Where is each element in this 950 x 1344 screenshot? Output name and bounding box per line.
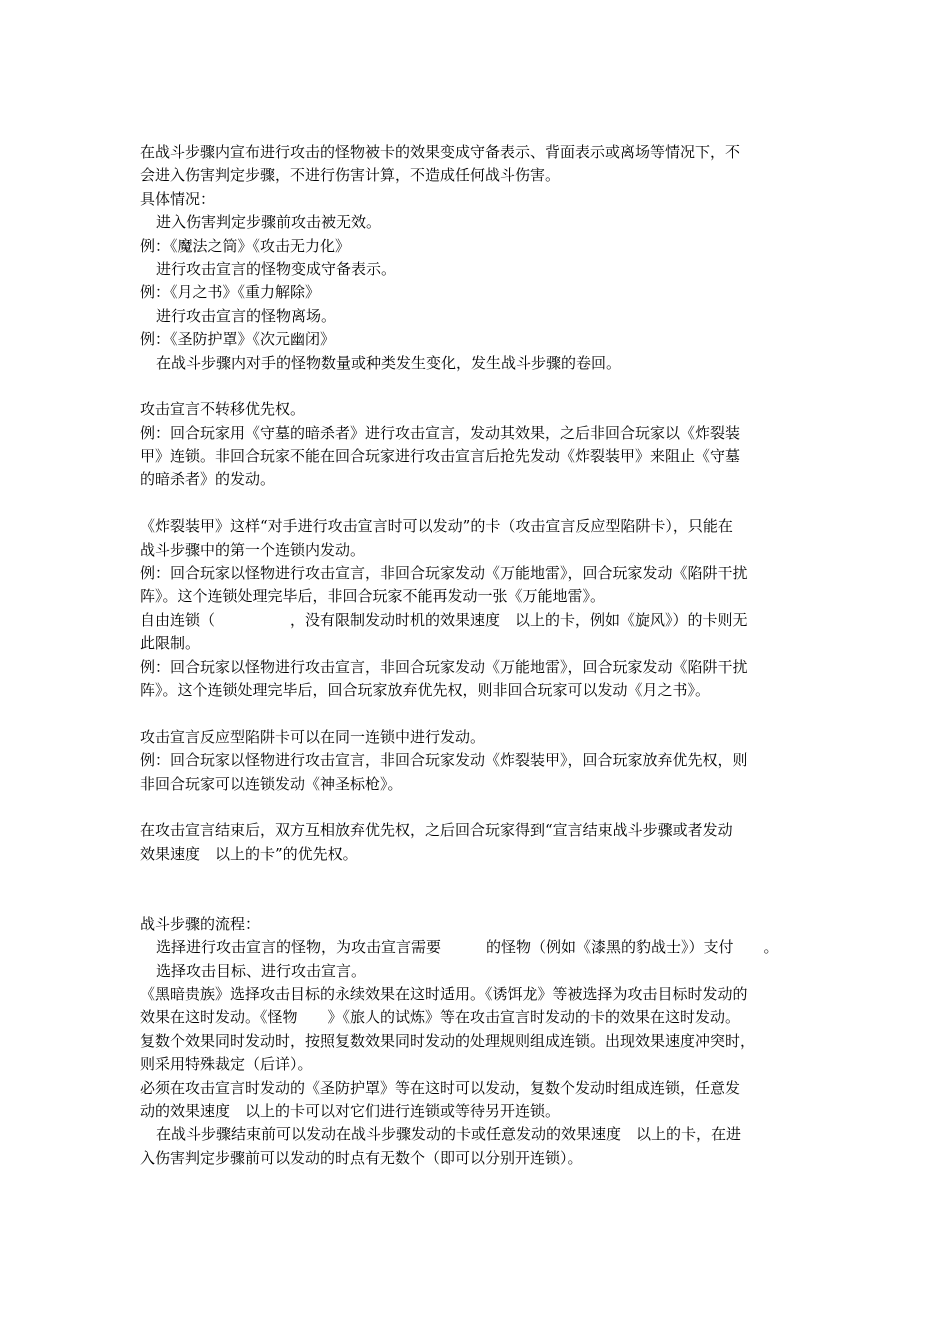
text-line: 例：回合玩家以怪物进行攻击宣言，非回合玩家发动《万能地雷》，回合玩家发动《陷阱干扰 [140, 657, 748, 676]
text-line: 阵》。这个连锁处理完毕后，非回合玩家不能再发动一张《万能地雷》。 [140, 587, 606, 606]
text-line: 效果速度 以上的卡”的优先权。 [140, 844, 358, 863]
text-line: 《炸裂装甲》这样“对手进行攻击宣言时可以发动”的卡（攻击宣言反应型陷阱卡），只能在 [140, 517, 733, 536]
text-line: 选择攻击目标、进行攻击宣言。 [156, 961, 367, 980]
text-line: 会进入伤害判定步骤，不进行伤害计算，不造成任何战斗伤害。 [140, 166, 561, 185]
text-line: 进入伤害判定步骤前攻击被无效。 [156, 213, 382, 232]
paragraph-gap [140, 492, 812, 515]
text-line: 例：《圣防护罩》《次元幽闭》 [140, 330, 336, 349]
text-line: 例：回合玩家以怪物进行攻击宣言，非回合玩家发动《炸裂装甲》，回合玩家放弃优先权，则 [140, 751, 748, 770]
text-line: 进行攻击宣言的怪物变成守备表示。 [156, 259, 397, 278]
paragraph-section [140, 141, 812, 375]
text-line: 甲》连锁。非回合玩家不能在回合玩家进行攻击宣言后抢先发动《炸裂装甲》来阻止《守墓 [140, 447, 741, 466]
text-line: 在攻击宣言结束后，双方互相放弃优先权，之后回合玩家得到“宣言结束战斗步骤或者发动 [140, 821, 733, 840]
text-line: 自由连锁（ ，没有限制发动时机的效果速度 以上的卡，例如《旋风》）的卡则无 [140, 610, 748, 629]
text-line: 动的效果速度 以上的卡可以对它们进行连锁或等待另开连锁。 [140, 1102, 561, 1121]
text-line: 战斗步骤中的第一个连锁内发动。 [140, 540, 366, 559]
text-line: 在战斗步骤内宣布进行攻击的怪物被卡的效果变成守备表示、背面表示或离场等情况下，不 [140, 143, 741, 161]
text-line: 的暗杀者》的发动。 [140, 470, 276, 489]
text-line: 在战斗步骤结束前可以发动在战斗步骤发动的卡或任意发动的效果速度 以上的卡，在进 [156, 1125, 742, 1144]
text-line: 例：《月之书》《重力解除》 [140, 283, 321, 302]
text-line: 非回合玩家可以连锁发动《神圣标枪》。 [140, 774, 403, 793]
paragraph-gap [140, 866, 812, 889]
text-line: 此限制。 [140, 634, 201, 653]
paragraph-section [140, 398, 812, 492]
text-line: 在战斗步骤内对手的怪物数量或种类发生变化，发生战斗步骤的卷回。 [156, 353, 622, 372]
text-line: 攻击宣言不转移优先权。 [140, 400, 306, 419]
text-line: 例：回合玩家用《守墓的暗杀者》进行攻击宣言，发动其效果，之后非回合玩家以《炸裂装 [140, 423, 741, 442]
text-line: 复数个效果同时发动时，按照复数效果同时发动的处理规则组成连锁。出现效果速度冲突时， [140, 1031, 756, 1050]
text-line: 进行攻击宣言的怪物离场。 [156, 306, 337, 325]
document-page [140, 141, 812, 1170]
text-line: 则采用特殊裁定（后详）。 [140, 1055, 313, 1074]
text-line: 攻击宣言反应型陷阱卡可以在同一连锁中进行发动。 [140, 727, 486, 746]
paragraph-section [140, 819, 812, 866]
paragraph-gap [140, 702, 812, 725]
text-line: 例：回合玩家以怪物进行攻击宣言，非回合玩家发动《万能地雷》，回合玩家发动《陷阱干扰 [140, 564, 748, 583]
paragraph-section [140, 890, 812, 1171]
text-line: 选择进行攻击宣言的怪物，为攻击宣言需要 的怪物（例如《漆黑的豹战士》）支付 。 [156, 938, 779, 957]
text-line: 阵》。这个连锁处理完毕后，回合玩家放弃优先权，则非回合玩家可以发动《月之书》。 [140, 680, 711, 699]
text-line: 入伤害判定步骤前可以发动的时点有无数个（即可以分别开连锁）。 [140, 1148, 583, 1167]
text-line [140, 890, 812, 913]
text-line: 效果在这时发动。《怪物 》《旅人的试炼》等在攻击宣言时发动的卡的效果在这时发动。 [140, 1008, 741, 1027]
paragraph-gap [140, 375, 812, 398]
text-line: 《黑暗贵族》选择攻击目标的永续效果在这时适用。《诱饵龙》等被选择为攻击目标时发动的 [140, 985, 748, 1004]
paragraph-section [140, 515, 812, 702]
text-line: 例：《魔法之筒》《攻击无力化》 [140, 236, 351, 255]
text-line: 必须在攻击宣言时发动的《圣防护罩》等在这时可以发动，复数个发动时组成连锁，任意发 [140, 1078, 741, 1097]
paragraph-section [140, 726, 812, 796]
paragraph-gap [140, 796, 812, 819]
text-line: 具体情况： [140, 189, 216, 208]
text-line: 战斗步骤的流程： [140, 914, 261, 933]
